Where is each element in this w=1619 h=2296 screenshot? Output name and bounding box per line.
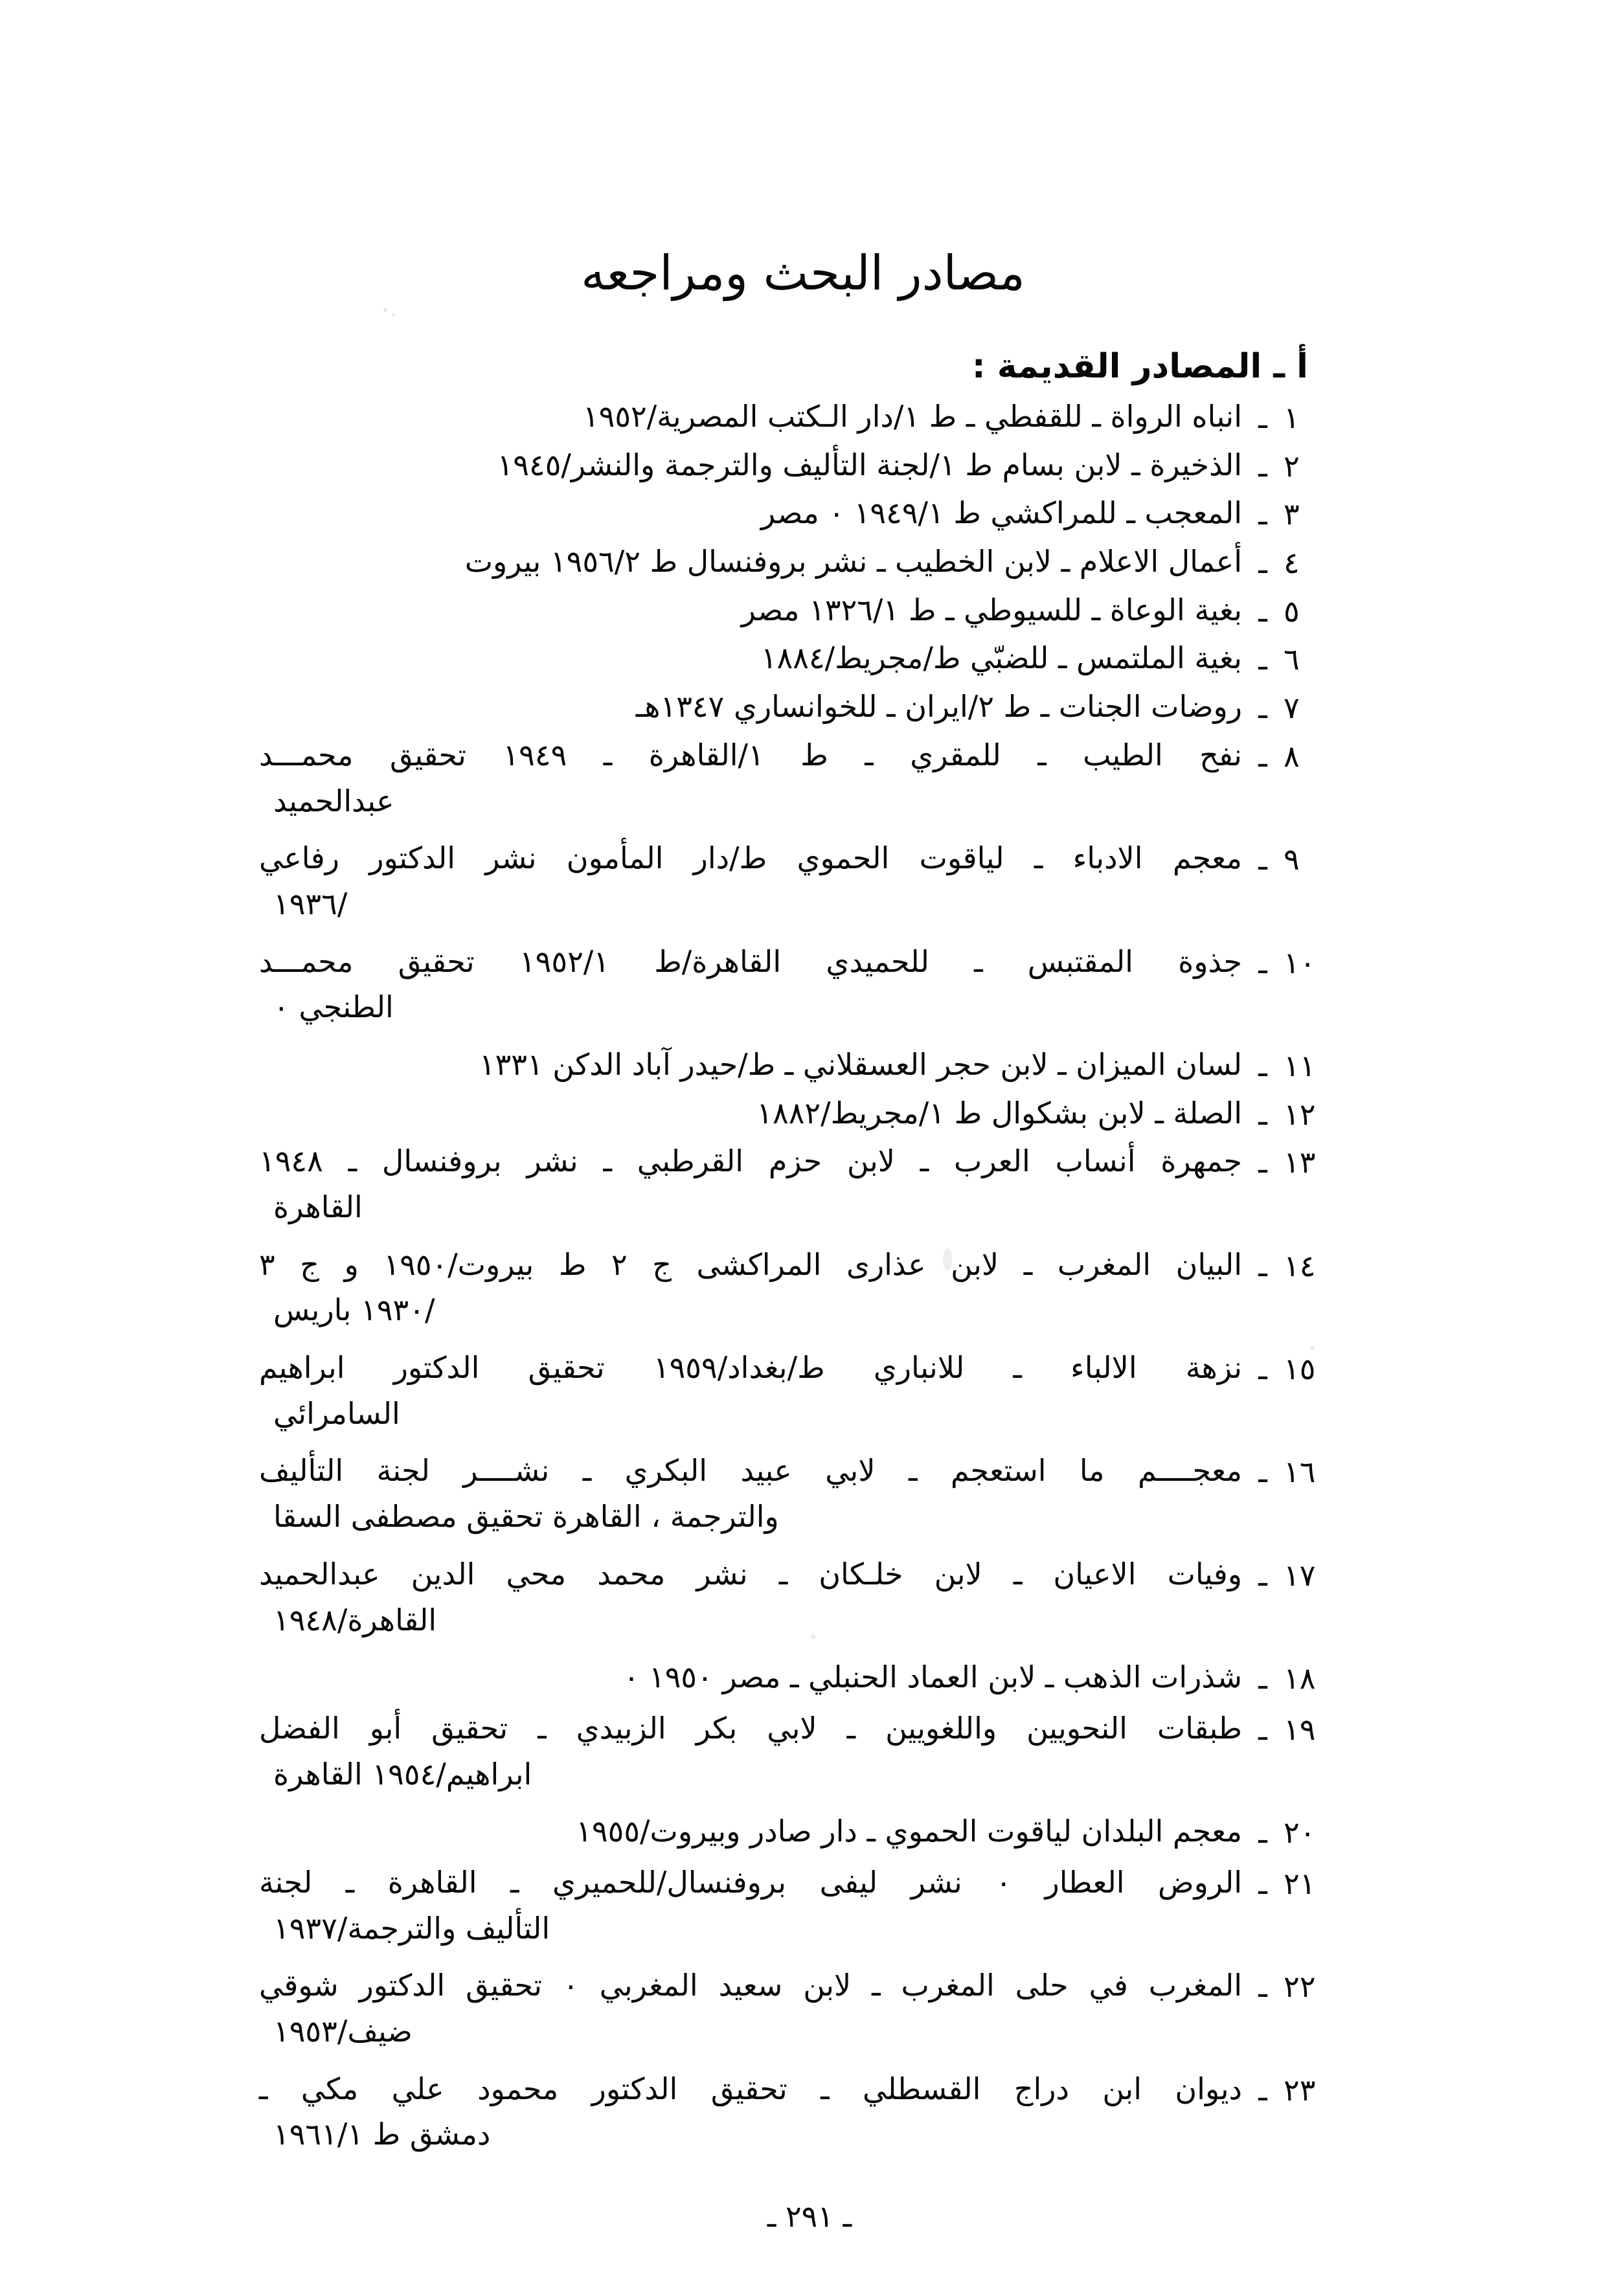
bibliography-entry <box>259 1810 1360 1854</box>
entry-dash: ـ <box>1258 1248 1267 1283</box>
entry-number: ٢٣ <box>1284 2072 1316 2108</box>
entry-text-line-2: القاهرة/١٩٤٨ <box>273 1602 437 1638</box>
entry-text <box>259 444 1242 487</box>
scan-speck <box>383 308 387 312</box>
bibliography-entry <box>259 1140 1360 1228</box>
entry-text-line-2: التأليف والترجمة/١٩٣٧ <box>273 1910 550 1946</box>
bibliography-entry <box>259 444 1360 488</box>
entry-number: ١٣ <box>1284 1145 1316 1180</box>
entry-number: ٨ <box>1284 738 1300 774</box>
entry-dash: ـ <box>1258 400 1267 435</box>
entry-number: ٢٢ <box>1284 1969 1316 2005</box>
entry-text <box>259 734 1242 822</box>
entry-number: ١٩ <box>1284 1711 1316 1747</box>
bibliography-entry <box>259 636 1360 681</box>
entry-text-line-1: الذخيرة ـ لابن بسام ط ١/لجنة التأليف والترجمة والنشر/١٩٤٥ <box>497 447 1242 482</box>
entry-text <box>259 1656 1242 1699</box>
entry-text-line-1: معجم الادباء ـ لياقوت الحموي ط/دار المأمون نشر الدكتور رفاعي <box>259 840 1242 876</box>
entry-number: ٢ <box>1284 448 1300 484</box>
entry-text-line-1: المعجب ـ للمراكشي ط ١٩٤٩/١ ٠ مصر <box>760 495 1242 531</box>
entry-number: ٩ <box>1284 842 1300 877</box>
bibliography-entry <box>259 1043 1360 1088</box>
entry-text-line-1: لسان الميزان ـ لابن حجر العسقلاني ـ ط/حيدر آباد الدكن ١٣٣١ <box>479 1046 1242 1082</box>
entry-dash: ـ <box>1258 1661 1267 1696</box>
entry-number: ٥ <box>1284 593 1300 629</box>
bibliography-list <box>259 395 1360 2170</box>
entry-number: ١٠ <box>1284 945 1316 980</box>
entry-number: ١٥ <box>1284 1351 1316 1387</box>
entry-number: ٤ <box>1284 545 1300 581</box>
entry-dash: ـ <box>1258 448 1267 484</box>
entry-number: ٧ <box>1284 690 1300 726</box>
entry-text <box>259 1092 1242 1135</box>
entry-number: ١١ <box>1284 1048 1316 1083</box>
entry-text <box>259 1553 1242 1641</box>
entry-number: ١٨ <box>1284 1661 1316 1696</box>
entry-number: ٢١ <box>1284 1865 1316 1901</box>
entry-number: ١٤ <box>1284 1248 1316 1283</box>
bibliography-entry <box>259 1964 1360 2053</box>
bibliography-entry <box>259 837 1360 925</box>
bibliography-entry <box>259 685 1360 730</box>
entry-dash: ـ <box>1258 1145 1267 1180</box>
entry-text <box>259 1346 1242 1435</box>
entry-dash: ـ <box>1258 1711 1267 1747</box>
entry-dash: ـ <box>1258 690 1267 726</box>
bibliography-entry <box>259 1861 1360 1950</box>
entry-text <box>259 1810 1242 1853</box>
entry-text-line-1: روضات الجنات ـ ط ٢/ايران ـ للخوانساري ١٣٤٧هـ <box>635 689 1242 725</box>
entry-text-line-1: الصلة ـ لابن بشكوال ط ١/مجريط/١٨٨٢ <box>756 1095 1242 1131</box>
entry-text <box>259 2067 1242 2156</box>
entry-text-line-1: وفيات الاعيان ـ لابن خلـكان ـ نشر محمد محي الدين عبدالحميد <box>259 1556 1242 1592</box>
entry-text-line-2: السامرائي <box>273 1395 400 1431</box>
bibliography-entry <box>259 1346 1360 1435</box>
entry-text-line-2: الطنجي ٠ <box>273 989 394 1025</box>
entry-dash: ـ <box>1258 1865 1267 1901</box>
entry-text <box>259 395 1242 438</box>
entry-text-line-1: جذوة المقتبس ـ للحميدي القاهرة/ط ١٩٥٢/١ تحقيق محمـــد <box>259 943 1242 979</box>
entry-dash: ـ <box>1258 1557 1267 1593</box>
entry-text-line-1: الروض العطار ٠ نشر ليفى بروفنسال/للحميري ـ القاهرة ـ لجنة <box>259 1864 1242 1900</box>
bibliography-entry <box>259 1553 1360 1641</box>
entry-text <box>259 940 1242 1029</box>
entry-text-line-2: ضيف/١٩٥٣ <box>273 2014 413 2049</box>
entry-text <box>259 1861 1242 1950</box>
entry-text-line-1: ديوان ابن دراج القسطلي ـ تحقيق الدكتور محمود علي مكي ـ <box>259 2071 1242 2106</box>
entry-text-line-1: نزهة الالباء ـ للانباري ط/بغداد/١٩٥٩ تحقيق الدكتور ابراهيم <box>259 1350 1243 1386</box>
entry-text-line-1: جمهرة أنساب العرب ـ لابن حزم القرطبي ـ نشر بروفنسال ـ ١٩٤٨ <box>259 1143 1242 1179</box>
entry-dash: ـ <box>1258 1096 1267 1132</box>
entry-text-line-2: والترجمة ، القاهرة تحقيق مصطفى السقا <box>273 1499 779 1535</box>
entry-text <box>259 1140 1242 1228</box>
entry-dash: ـ <box>1258 642 1267 677</box>
entry-text-line-2: عبدالحميد <box>273 783 394 818</box>
entry-text-line-1: بغية الوعاة ـ للسيوطي ـ ط ١٣٢٦/١ مصر <box>741 592 1242 627</box>
entry-text <box>259 491 1242 535</box>
entry-number: ٢٠ <box>1284 1815 1316 1851</box>
entry-text <box>259 1449 1242 1538</box>
entry-dash: ـ <box>1258 945 1267 980</box>
entry-text-line-1: معجــــم ما استعجم ـ لابي عبيد البكري ـ نشــــر لجنة التأليف <box>259 1453 1242 1489</box>
entry-text-line-1: انباه الرواة ـ للقفطي ـ ط ١/دار الـكتب المصرية/١٩٥٢ <box>582 399 1242 434</box>
entry-text <box>259 1243 1242 1332</box>
entry-dash: ـ <box>1258 1815 1267 1851</box>
entry-dash: ـ <box>1258 738 1267 774</box>
section-heading-old-sources: أ ـ المصادر القديمة : <box>971 347 1308 387</box>
entry-text-line-2: دمشق ط ١٩٦١/١ <box>273 2117 491 2152</box>
entry-dash: ـ <box>1258 1969 1267 2005</box>
entry-text-line-1: بغية الملتمس ـ للضبّي ط/مجريط/١٨٨٤ <box>760 640 1242 676</box>
bibliography-entry <box>259 1656 1360 1700</box>
entry-text-line-1: معجم البلدان لياقوت الحموي ـ دار صادر وبيروت/١٩٥٥ <box>576 1814 1242 1849</box>
bibliography-entry <box>259 589 1360 633</box>
entry-text-line-2: /١٩٣٠ باريس <box>273 1292 435 1328</box>
bibliography-entry <box>259 1092 1360 1136</box>
entry-dash: ـ <box>1258 593 1267 629</box>
bibliography-entry <box>259 1449 1360 1538</box>
entry-text <box>259 837 1242 925</box>
entry-number: ٣ <box>1284 497 1300 532</box>
entry-text-line-2: /١٩٣٦ <box>273 886 348 921</box>
entry-text <box>259 1707 1242 1795</box>
bibliography-entry <box>259 491 1360 536</box>
entry-dash: ـ <box>1258 545 1267 581</box>
entry-text <box>259 636 1242 680</box>
entry-dash: ـ <box>1258 842 1267 877</box>
entry-dash: ـ <box>1258 1048 1267 1083</box>
entry-text-line-2: القاهرة <box>273 1189 363 1224</box>
entry-text <box>259 685 1242 728</box>
entry-text <box>259 540 1242 583</box>
page-number: ـ ٢٩١ ـ <box>767 2199 852 2234</box>
scan-speck <box>392 313 395 317</box>
entry-number: ١٧ <box>1284 1557 1316 1593</box>
bibliography-entry <box>259 940 1360 1029</box>
entry-text-line-1: أعمال الاعلام ـ لابن الخطيب ـ نشر بروفنسال ط ١٩٥٦/٢ بيروت <box>464 544 1242 580</box>
bibliography-entry <box>259 2067 1360 2156</box>
entry-dash: ـ <box>1258 1454 1267 1490</box>
bibliography-entry <box>259 540 1360 585</box>
bibliography-entry <box>259 395 1360 440</box>
entry-text-line-2: ابراهيم/١٩٥٤ القاهرة <box>273 1756 532 1792</box>
entry-dash: ـ <box>1258 2072 1267 2108</box>
entry-number: ١٢ <box>1284 1096 1316 1132</box>
entry-number: ١٦ <box>1284 1454 1316 1490</box>
entry-dash: ـ <box>1258 1351 1267 1387</box>
entry-text-line-1: شذرات الذهب ـ لابن العماد الحنبلي ـ مصر ١٩٥٠ ٠ <box>623 1660 1242 1695</box>
bibliography-entry <box>259 1707 1360 1795</box>
page-title: مصادر البحث ومراجعه <box>581 245 1025 301</box>
entry-text <box>259 1964 1242 2053</box>
entry-text-line-1: البيان المغرب ـ لابن عذارى المراكشى ج ٢ ط بيروت/١٩٥٠ و ج ٣ <box>259 1246 1242 1282</box>
entry-number: ٦ <box>1284 642 1300 677</box>
bibliography-entry <box>259 1243 1360 1332</box>
entry-text <box>259 1043 1242 1086</box>
entry-dash: ـ <box>1258 497 1267 532</box>
entry-number: ١ <box>1284 400 1300 435</box>
entry-text-line-1: نفح الطيب ـ للمقري ـ ط ١/القاهرة ـ ١٩٤٩ تحقيق محمـــد <box>259 737 1242 772</box>
entry-text-line-1: طبقات النحويين واللغويين ـ لابي بكر الزبيدي ـ تحقيق أبو الفضل <box>259 1710 1242 1746</box>
bibliography-entry <box>259 734 1360 822</box>
entry-text-line-1: المغرب في حلى المغرب ـ لابن سعيد المغربي ٠ تحقيق الدكتور شوقي <box>259 1968 1242 2003</box>
entry-text <box>259 589 1242 632</box>
